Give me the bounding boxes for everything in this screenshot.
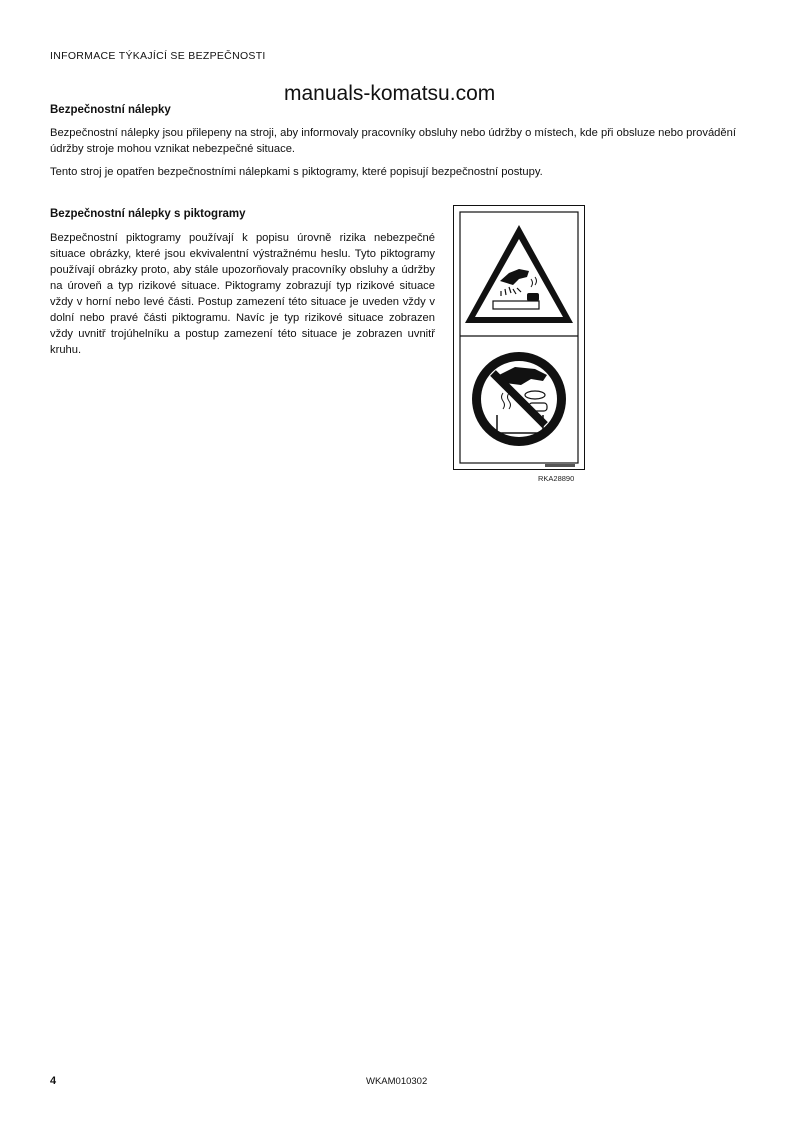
paragraph-safety-labels-pictograms: Tento stroj je opatřen bezpečnostními nálepkami s piktogramy, které popisují bezpečnostní postupy. [50,166,543,178]
no-touch-hot-surface-prohibition-icon [472,352,566,446]
paragraph-pictogram-description: Bezpečnostní piktogramy používají k popisu úrovně rizika nebezpečné situace obrázky, které jsou ekvivalentní výstražnému heslu. Tyto piktogramy používají obrázky proto, aby stále upozorňovaly pracovníky obsluhy a údržby na úroveň a typ rizikové situace. Piktogramy zobrazují typ rizikové situace vždy v horní nebo levé části. Postup zamezení této situace je uveden vždy v dolní nebo pravé části piktogramu. Navíc je typ rizikové situace zobrazen vždy uvnitř trojúhelníku a postup zamezení této situace je zobrazen uvnitř kruhu. [50,232,435,356]
section-heading-safety-labels: Bezpečnostní nálepky [50,104,171,116]
paragraph-safety-labels-intro: Bezpečnostní nálepky jsou přilepeny na stroji, aby informovaly pracovníky obsluhy nebo údržby o místech, kde při obsluze nebo provádění údržby stroje mohou vznikat nebezpečné situace. [50,127,736,155]
page-header: INFORMACE TÝKAJÍCÍ SE BEZPEČNOSTI [50,50,266,62]
page-number: 4 [50,1075,57,1087]
watermark-text: manuals-komatsu.com [284,82,496,105]
section-heading-pictogram-labels: Bezpečnostní nálepky s piktogramy [50,208,246,220]
figure-code: RKA28890 [538,474,575,483]
safety-pictogram-figure [453,205,585,470]
document-code: WKAM010302 [366,1076,428,1087]
